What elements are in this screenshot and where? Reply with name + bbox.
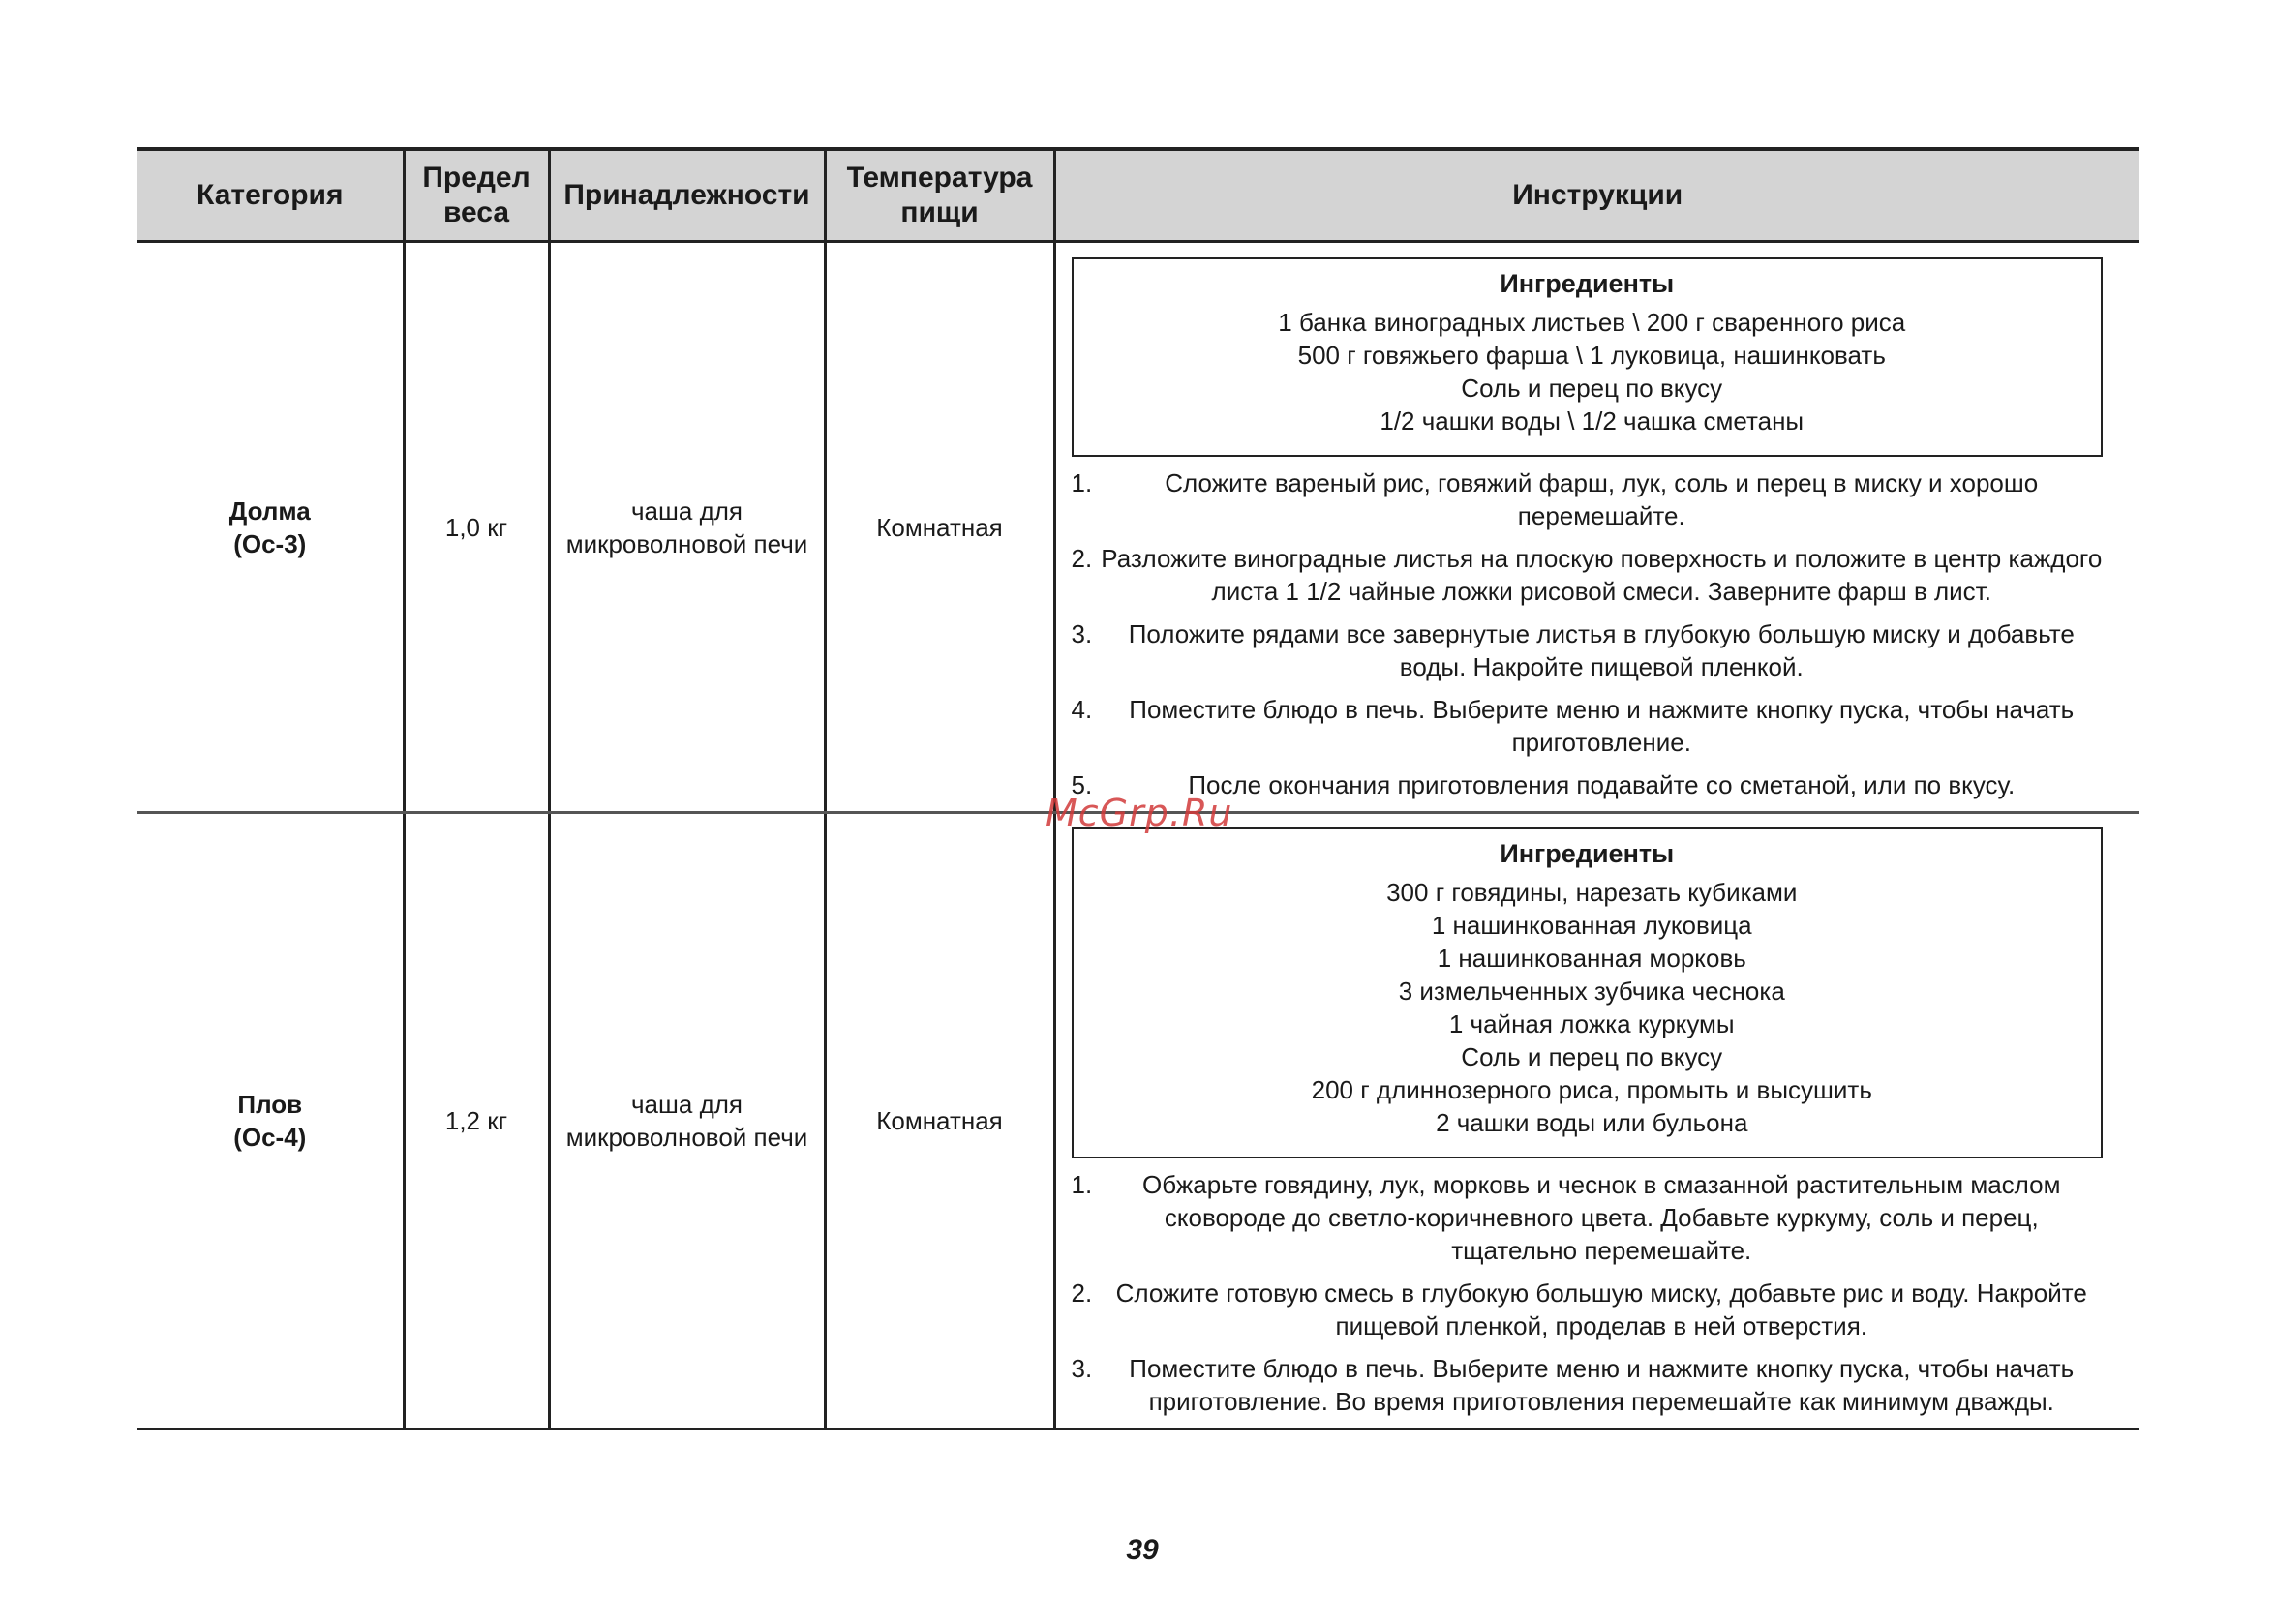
step-number: 2.: [1071, 1278, 1093, 1308]
header-temp-line1: Температура: [846, 162, 1033, 194]
header-temperature: [825, 149, 1054, 242]
watermark: McGrp.Ru: [1046, 792, 1233, 834]
steps-list: [1072, 1168, 2104, 1418]
step-text: Сложите готовую смесь в глубокую большую миску, добавьте рис и воду. Накройте пищевой пленкой, проделав в ней отверстия.: [1115, 1278, 2087, 1340]
step-item: [1072, 693, 2104, 759]
step-number: 3.: [1071, 618, 1093, 648]
ingredient-item: 2 чашки воды или бульона: [1436, 1108, 1748, 1137]
ingredient-item: 200 г длиннозерного риса, промыть и высушить: [1311, 1075, 1872, 1104]
ingredient-item: 500 г говяжьего фарша \ 1 луковица, нашинковать: [1297, 340, 1886, 370]
step-number: 3.: [1071, 1354, 1093, 1383]
recipe-table: [137, 147, 2139, 1430]
ingredient-item: Соль и перец по вкусу: [1461, 1042, 1723, 1071]
row-category-name: Плов: [237, 1090, 303, 1119]
header-weight-line1: Предел: [422, 162, 531, 194]
row-weight: 1,0 кг: [404, 242, 549, 813]
steps-list: [1072, 466, 2104, 801]
ingredient-item: 3 измельченных зубчика чеснока: [1398, 977, 1785, 1006]
row-accessory: [549, 242, 825, 813]
step-item: [1072, 466, 2104, 532]
step-item: [1072, 1352, 2104, 1418]
header-instructions: Инструкции: [1054, 149, 2139, 242]
row-category: [137, 242, 404, 813]
step-item: [1072, 1277, 2104, 1342]
step-item: [1072, 1168, 2104, 1267]
step-number: 4.: [1071, 694, 1093, 724]
row-category-code: (Ос-3): [233, 528, 307, 558]
step-number: 2.: [1071, 543, 1093, 573]
row-instructions: [1054, 813, 2139, 1429]
step-item: [1072, 617, 2104, 683]
ingredients-box: [1072, 827, 2104, 1158]
row-category-name: Долма: [228, 496, 311, 526]
ingredient-item: 1 нашинкованная луковица: [1431, 911, 1752, 940]
ingredient-item: 1 банка виноградных листьев \ 200 г сваренного риса: [1278, 307, 1906, 337]
table-row: [137, 242, 2139, 813]
table-header-row: [137, 149, 2139, 242]
step-text: Поместите блюдо в печь. Выберите меню и нажмите кнопку пуска, чтобы начать приготовление. Во время приготовления перемешайте как минимум дважды.: [1129, 1354, 2075, 1416]
header-temp-line2: пищи: [900, 196, 979, 228]
row-accessory-line1: чаша для: [631, 1090, 743, 1119]
step-item: [1072, 542, 2104, 608]
step-text: Поместите блюдо в печь. Выберите меню и нажмите кнопку пуска, чтобы начать приготовление.: [1129, 694, 2075, 757]
step-text: Разложите виноградные листья на плоскую поверхность и положите в центр каждого листа 1 1/2 чайные ложки рисовой смеси. Заверните фарш в лист.: [1101, 543, 2103, 606]
header-weight-line2: веса: [442, 196, 510, 228]
ingredient-item: 1 чайная ложка куркумы: [1448, 1009, 1735, 1038]
row-temperature: Комнатная: [825, 813, 1054, 1429]
ingredients-title: Ингредиенты: [1500, 839, 1675, 868]
row-temperature: Комнатная: [825, 242, 1054, 813]
step-text: Положите рядами все завернутые листья в глубокую большую миску и добавьте воды. Накройте пищевой пленкой.: [1128, 618, 2075, 681]
row-accessory-line1: чаша для: [631, 496, 743, 526]
row-accessory-line2: микроволновой печи: [565, 528, 808, 558]
page-number: 39: [1126, 1534, 1159, 1566]
row-accessory-line2: микроволновой печи: [565, 1123, 808, 1152]
step-number: 1.: [1071, 1170, 1093, 1199]
step-number: 1.: [1071, 467, 1093, 497]
row-accessory: [549, 813, 825, 1429]
row-instructions: [1054, 242, 2139, 813]
step-number: 5.: [1071, 769, 1093, 799]
ingredient-item: 300 г говядины, нарезать кубиками: [1386, 878, 1798, 907]
table-row: [137, 813, 2139, 1429]
header-category: Категория: [137, 149, 404, 242]
step-text: Обжарьте говядину, лук, морковь и чеснок в смазанной растительным маслом сковороде до светло-коричневного цвета. Добавьте куркуму, соль и перец, тщательно перемешайте.: [1142, 1170, 2061, 1265]
ingredient-item: 1 нашинкованная морковь: [1437, 944, 1746, 973]
ingredients-box: [1072, 257, 2104, 457]
header-weight: [404, 149, 549, 242]
ingredient-item: Соль и перец по вкусу: [1461, 373, 1723, 403]
step-text: После окончания приготовления подавайте со сметаной, или по вкусу.: [1188, 769, 2016, 799]
header-accessories: Принадлежности: [549, 149, 825, 242]
row-category-code: (Ос-4): [233, 1123, 307, 1152]
ingredient-item: 1/2 чашки воды \ 1/2 чашка сметаны: [1380, 406, 1805, 436]
step-text: Сложите вареный рис, говяжий фарш, лук, соль и перец в миску и хорошо перемешайте.: [1165, 467, 2039, 530]
ingredients-title: Ингредиенты: [1500, 268, 1675, 298]
row-category: [137, 813, 404, 1429]
row-weight: 1,2 кг: [404, 813, 549, 1429]
